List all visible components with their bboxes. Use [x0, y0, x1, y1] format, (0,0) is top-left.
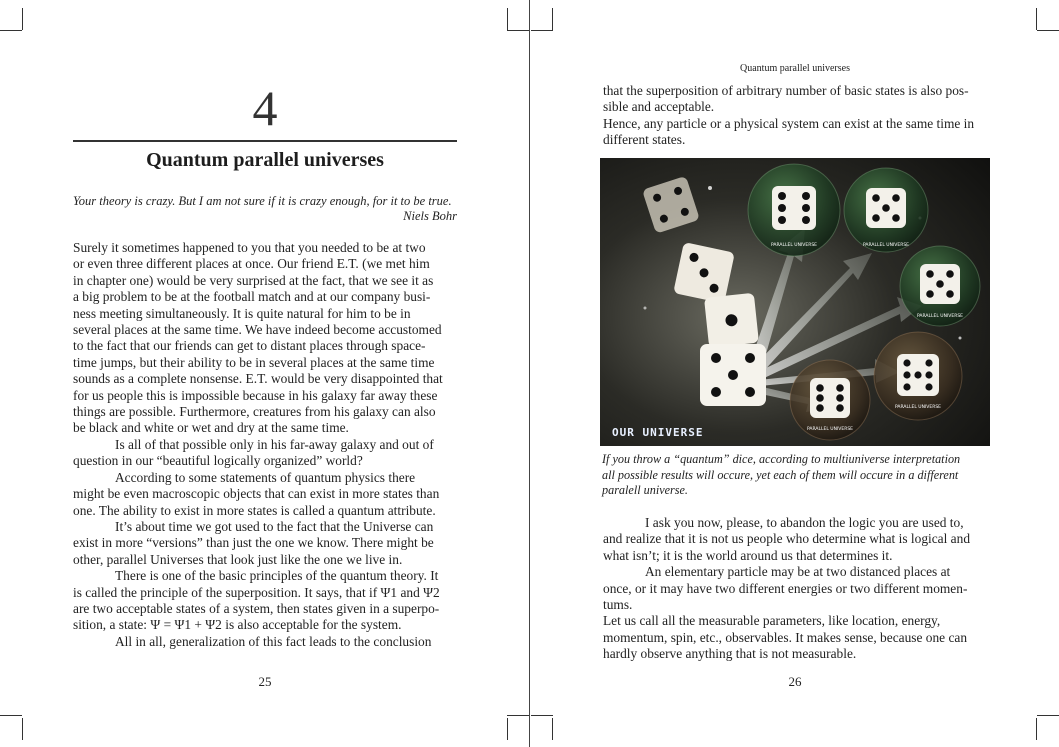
text-line: are two acceptable states of a system, then states given in a superpo- — [73, 600, 440, 616]
bubble-label: PARALLEL UNIVERSE — [916, 314, 964, 319]
text-line: things are possible. Furthermore, creatures from his galaxy can also — [73, 404, 436, 420]
epigraph-quote: Your theory is crazy. But I am not sure if it is crazy enough, for it to be true. — [73, 194, 452, 208]
text-line: I ask you now, please, to abandon the logic you are used to, — [645, 515, 964, 530]
text-line: Hence, any particle or a physical system can exist at the same time in — [603, 115, 975, 131]
text-line: to the fact that our friends can get to distant places through space- — [73, 338, 426, 354]
page-number: 25 — [258, 674, 272, 689]
text-line: might be even macroscopic objects that can exist in more states than — [73, 486, 440, 502]
dice-illustration — [600, 158, 990, 446]
parallel-universe-bubble — [790, 360, 870, 440]
parallel-universe-bubble — [748, 164, 840, 256]
text-line: for us people this is impossible because in his galaxy far away these — [73, 387, 438, 403]
figure-caption — [602, 452, 997, 499]
epigraph-author: Niels Bohr — [403, 209, 457, 223]
text-line: According to some statements of quantum physics there — [115, 469, 416, 485]
dice-illustration-svg — [600, 158, 990, 446]
text-line: Let us call all the measurable parameters, like location, energy, — [603, 613, 941, 629]
text-line: and realize that it is not us people who determine what is logical and — [603, 531, 971, 547]
body-text-top — [603, 83, 1003, 149]
parallel-universe-bubble — [900, 246, 980, 326]
text-line: Surely it sometimes happened to you that you needed to be at two — [73, 240, 426, 255]
bubble-label: PARALLEL UNIVERSE — [806, 427, 854, 432]
text-line: time jumps, but their ability to be in several places at the same time — [73, 354, 435, 370]
bubble-label: PARALLEL UNIVERSE — [862, 243, 910, 248]
parallel-universe-bubble — [874, 332, 962, 420]
caption-line: all possible results will occure, yet each of them will occure in a different — [602, 467, 959, 482]
text-line: other, parallel Universes that look just like the one we live in. — [73, 551, 403, 567]
text-line: There is one of the basic principles of the quantum theory. It — [115, 568, 439, 584]
text-line: sounds as a complete nonsense. E.T. would be very disappointed that — [73, 371, 443, 387]
left-page — [0, 0, 529, 747]
text-line: in chapter one) would be very surprised at the fact, that we see it as — [73, 272, 434, 288]
caption-line: paralell universe. — [602, 483, 688, 498]
text-line: sition, a state: Ψ = Ψ1 + Ψ2 is also acceptable for the system. — [73, 617, 402, 633]
text-line: is called the principle of the superposition. It says, that if Ψ1 and Ψ2 — [73, 584, 440, 600]
text-line: tums. — [603, 597, 633, 613]
our-universe-label: OUR UNIVERSE — [612, 426, 704, 439]
text-line: be black and white or wet and dry at the same time. — [73, 420, 349, 436]
chapter-number: 4 — [252, 80, 278, 136]
text-line: hardly observe anything that is not measurable. — [603, 646, 857, 662]
text-line: or even three different places at once. Our friend E.T. (we met him — [73, 256, 430, 272]
text-line: All in all, generalization of this fact leads to the conclusion — [115, 633, 432, 649]
chapter-rule — [73, 140, 457, 142]
page-number: 26 — [788, 674, 802, 689]
body-text-bottom — [603, 515, 1003, 663]
text-line: several places at the same time. We have indeed become accustomed — [73, 322, 442, 338]
parallel-universe-bubble — [844, 168, 928, 252]
text-line: that the superposition of arbitrary number of basic states is also pos- — [603, 83, 969, 98]
chapter-title: Quantum parallel universes — [146, 149, 384, 171]
text-line: ness meeting simultaneously. It is quite natural for him to be in — [73, 305, 411, 321]
text-line: Is all of that possible only in his far-away galaxy and out of — [115, 436, 434, 452]
text-line: question in our “beautiful logically organized” world? — [73, 453, 363, 469]
right-page — [530, 0, 1059, 747]
body-text — [73, 240, 463, 650]
bubble-label: PARALLEL UNIVERSE — [770, 243, 818, 248]
text-line: exist in more “versions” than just the one we know. There might be — [73, 535, 434, 551]
text-line: momentum, spin, etc., observables. It makes sense, because one can — [603, 629, 968, 645]
bubble-label: PARALLEL UNIVERSE — [894, 405, 942, 410]
text-line: different states. — [603, 132, 686, 148]
text-line: sible and acceptable. — [603, 99, 715, 115]
caption-line: If you throw a “quantum” dice, according to multiuniverse interpretation — [602, 452, 961, 466]
running-header: Quantum parallel universes — [740, 63, 850, 74]
text-line: once, or it may have two different energies or two different momen- — [603, 580, 968, 596]
text-line: a big problem to be at the football match and at our company busi- — [73, 289, 431, 305]
text-line: what isn’t; it is the world around us that determines it. — [603, 547, 893, 563]
text-line: It’s about time we got used to the fact that the Universe can — [115, 518, 434, 534]
epigraph — [73, 194, 457, 224]
text-line: one. The ability to exist in more states is called a quantum attribute. — [73, 502, 436, 518]
text-line: An elementary particle may be at two distanced places at — [645, 564, 951, 580]
